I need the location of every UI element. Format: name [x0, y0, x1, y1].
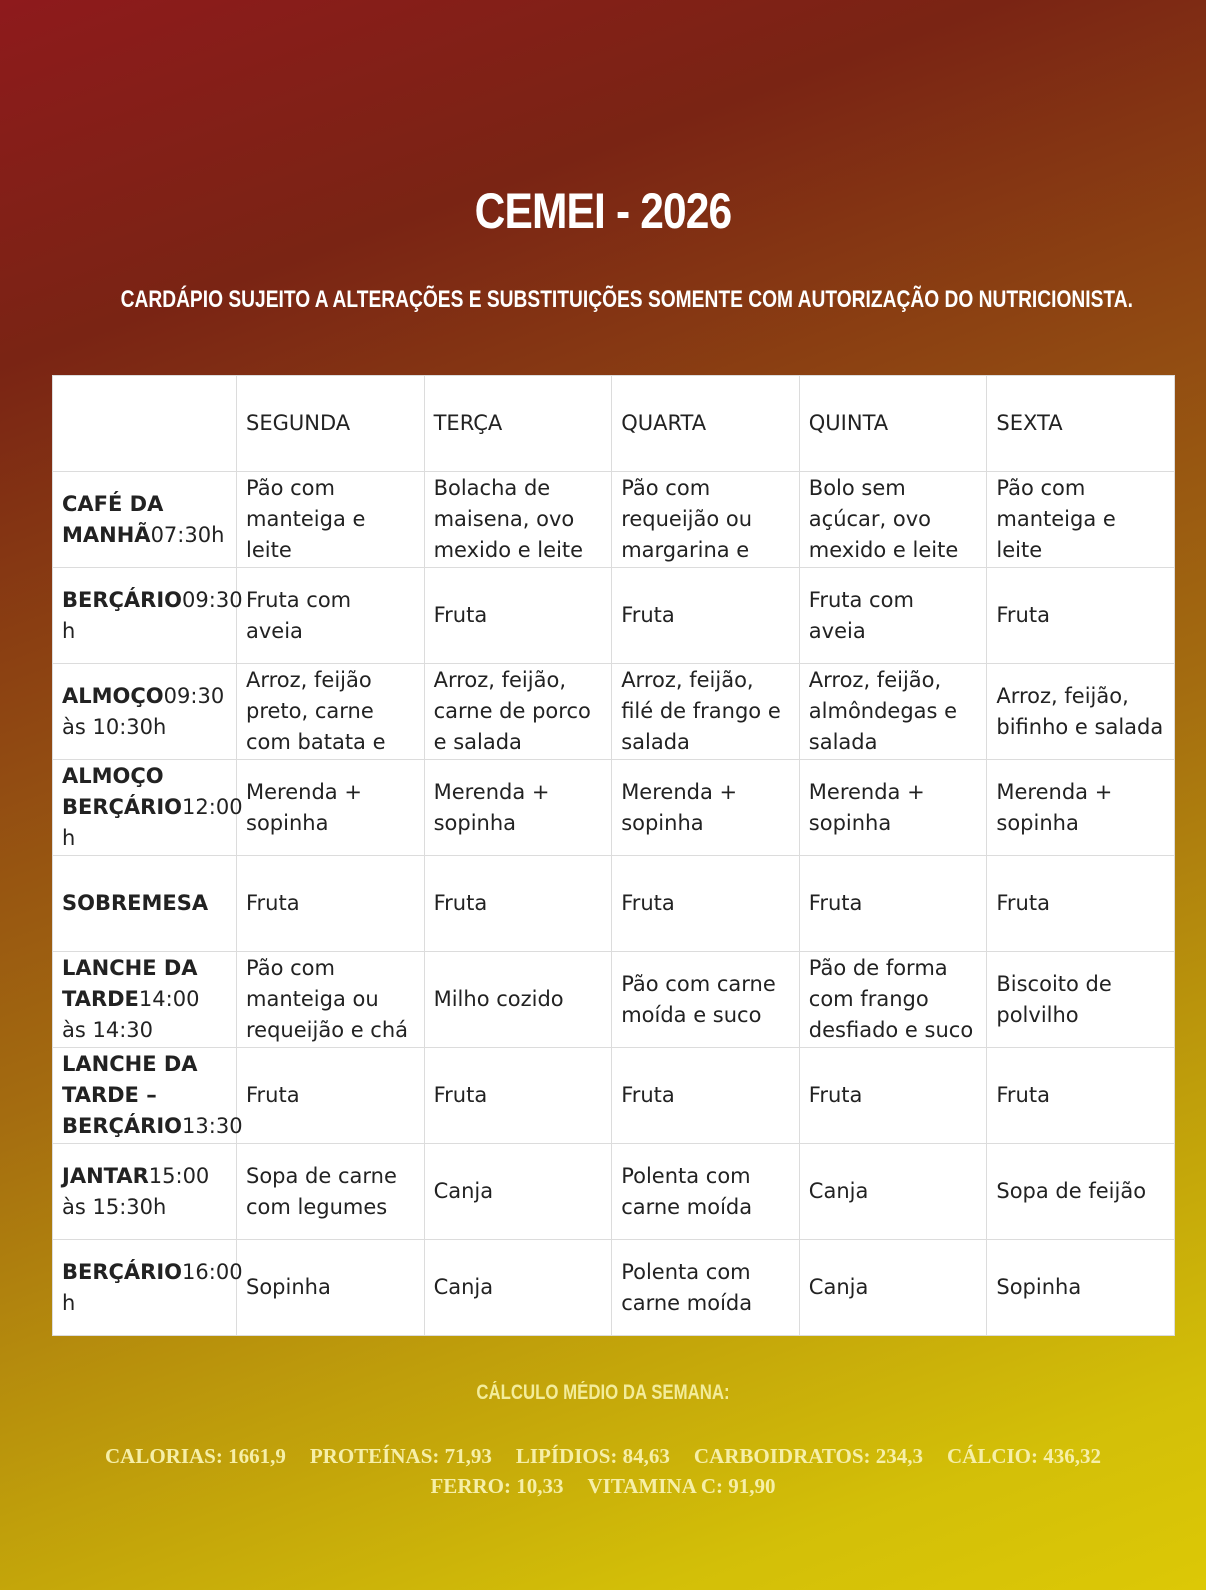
menu-cell — [424, 952, 612, 1048]
menu-cell — [612, 664, 800, 760]
table-row — [53, 1048, 1175, 1144]
menu-cell-text: Fruta — [996, 891, 1050, 915]
menu-cell-text: Merenda + sopinha — [433, 779, 550, 835]
nutrition-values — [0, 1441, 1206, 1501]
menu-cell — [987, 472, 1175, 568]
meal-time: 07:30h — [150, 522, 225, 547]
menu-cell-text: Canja — [433, 1179, 494, 1203]
nutrition-carboidratos: CARBOIDRATOS: 234,3 — [693, 1444, 923, 1468]
menu-cell — [987, 952, 1175, 1048]
menu-cell-text: Milho cozido — [433, 987, 564, 1011]
menu-cell-text: Pão com carne moída e suco — [621, 971, 776, 1027]
menu-cell — [237, 1144, 425, 1240]
day-header: SEXTA — [987, 376, 1175, 472]
menu-cell — [987, 760, 1175, 856]
menu-cell-text: Fruta — [433, 891, 488, 915]
menu-cell — [424, 664, 612, 760]
menu-table — [52, 375, 1175, 1336]
meal-label-cell — [53, 568, 243, 664]
menu-cell — [612, 472, 800, 568]
menu-cell — [424, 760, 612, 856]
meal-label-cell — [53, 760, 243, 856]
table-row — [53, 472, 1175, 568]
day-header: TERÇA — [424, 376, 612, 472]
menu-cell — [424, 1048, 612, 1144]
menu-cell-text: Fruta — [621, 1083, 675, 1107]
nutrition-ferro: FERRO: 10,33 — [430, 1474, 564, 1498]
menu-cell-text: Arroz, feijão, bifinho e salada — [996, 683, 1164, 739]
menu-cell — [612, 952, 800, 1048]
menu-cell — [237, 1048, 425, 1144]
menu-cell — [424, 856, 612, 952]
menu-cell-text: Fruta — [246, 891, 300, 915]
menu-cell — [612, 568, 800, 664]
menu-cell — [799, 1144, 987, 1240]
menu-cell — [237, 760, 425, 856]
menu-cell-text: Fruta — [996, 1083, 1050, 1107]
meal-name: ALMOÇO BERÇÁRIO — [62, 764, 183, 819]
nutrition-lipidios: LIPÍDIOS: 84,63 — [515, 1444, 670, 1468]
meal-label-cell — [53, 1240, 243, 1336]
menu-cell — [799, 1240, 987, 1336]
meal-label-cell — [53, 856, 237, 952]
menu-cell-text: Pão com manteiga e leite — [246, 476, 366, 562]
menu-cell-text: Canja — [808, 1179, 869, 1203]
menu-cell — [237, 952, 425, 1048]
menu-cell — [987, 664, 1175, 760]
menu-cell-text: Merenda + sopinha — [808, 779, 925, 835]
menu-cell — [237, 664, 425, 760]
meal-label-cell — [53, 472, 237, 568]
meal-name: BERÇÁRIO — [62, 1259, 183, 1284]
menu-cell-text: Fruta — [621, 603, 675, 627]
menu-cell — [799, 952, 987, 1048]
meal-time: 12:00 h — [62, 795, 243, 850]
meal-time: 14:00 às 14:30 — [62, 987, 200, 1042]
menu-cell-text: Merenda + sopinha — [246, 779, 362, 835]
menu-cell-text: Pão com manteiga e leite — [996, 476, 1116, 562]
page-title: CEMEI - 2026 — [474, 183, 732, 239]
menu-cell — [424, 1240, 612, 1336]
menu-cell-text: Arroz, feijão, filé de frango e salada — [621, 668, 781, 754]
menu-cell-text: Fruta — [246, 1083, 300, 1107]
nutrition-calcio: CÁLCIO: 436,32 — [947, 1444, 1102, 1468]
menu-cell-text: Arroz, feijão preto, carne com batata e — [246, 668, 386, 754]
menu-cell — [612, 856, 800, 952]
table-row — [53, 1240, 1175, 1336]
menu-cell — [612, 1144, 800, 1240]
menu-cell — [799, 1048, 987, 1144]
menu-cell — [987, 856, 1175, 952]
meal-name: CAFÉ DA MANHÃ — [62, 491, 164, 547]
menu-cell — [799, 856, 987, 952]
meal-label-cell — [53, 1048, 243, 1144]
menu-cell — [987, 568, 1175, 664]
menu-cell-text: Polenta com carne moída — [621, 1163, 753, 1219]
meal-label-cell — [53, 952, 237, 1048]
menu-cell — [987, 1048, 1175, 1144]
menu-cell-text: Polenta com carne moída — [621, 1259, 753, 1315]
menu-cell — [424, 568, 612, 664]
table-row — [53, 1144, 1175, 1240]
menu-cell — [424, 472, 612, 568]
menu-cell-text: Sopa de carne com legumes — [246, 1163, 397, 1219]
day-header: QUARTA — [612, 376, 800, 472]
meal-label-cell — [53, 1144, 237, 1240]
meal-label-cell — [53, 664, 237, 760]
menu-cell — [799, 472, 987, 568]
meal-time: 09:30 h — [62, 587, 243, 643]
menu-cell — [799, 568, 987, 664]
menu-cell-text: Fruta com aveia — [246, 587, 352, 643]
menu-cell-text: Fruta com aveia — [808, 587, 914, 643]
nutrition-proteinas: PROTEÍNAS: 71,93 — [309, 1444, 492, 1468]
day-header: QUINTA — [799, 376, 987, 472]
meal-time: 16:00 h — [62, 1259, 243, 1315]
menu-cell-text: Canja — [433, 1275, 494, 1299]
meal-name: ALMOÇO — [62, 683, 164, 708]
meal-name: LANCHE DA TARDE – BERÇÁRIO — [62, 1052, 198, 1138]
menu-cell-text: Sopa de feijão — [996, 1179, 1147, 1203]
table-row — [53, 664, 1175, 760]
menu-cell-text: Fruta — [621, 891, 675, 915]
menu-cell-text: Arroz, feijão, almôndegas e salada — [808, 668, 958, 754]
menu-cell-text: Fruta — [433, 603, 488, 627]
menu-cell — [987, 1144, 1175, 1240]
meal-name: LANCHE DA TARDE — [62, 956, 198, 1011]
menu-cell-text: Bolacha de maisena, ovo mexido e leite — [433, 476, 584, 562]
meal-name: SOBREMESA — [62, 891, 209, 915]
menu-cell — [237, 568, 425, 664]
menu-cell-text: Pão de forma com frango desfiado e suco — [808, 956, 974, 1042]
table-row — [53, 856, 1175, 952]
meal-time: 13:30 — [182, 1114, 243, 1138]
meal-time: 09:30 às 10:30h — [62, 683, 225, 739]
menu-cell-text: Fruta — [996, 603, 1050, 627]
menu-cell — [799, 664, 987, 760]
table-row — [53, 568, 1175, 664]
menu-cell-text: Merenda + sopinha — [996, 779, 1113, 835]
menu-cell-text: Pão com requeijão ou margarina e — [621, 476, 753, 562]
menu-cell — [237, 856, 425, 952]
menu-cell-text: Sopinha — [246, 1275, 331, 1299]
menu-cell-text: Sopinha — [996, 1275, 1082, 1299]
table-header-row — [53, 376, 1175, 472]
table-row — [53, 952, 1175, 1048]
menu-cell-text: Biscoito de polvilho — [996, 971, 1112, 1027]
menu-cell — [424, 1144, 612, 1240]
menu-cell-text: Fruta — [808, 891, 863, 915]
table-row — [53, 760, 1175, 856]
meal-name: JANTAR — [62, 1163, 149, 1188]
page-subtitle: CARDÁPIO SUJEITO A ALTERAÇÕES E SUBSTITUIÇÕES SOMENTE COM AUTORIZAÇÃO DO NUTRICIONISTA. — [120, 286, 1133, 313]
menu-cell-text: Fruta — [808, 1083, 863, 1107]
nutrition-calorias: CALORIAS: 1661,9 — [104, 1444, 286, 1468]
menu-cell — [987, 1240, 1175, 1336]
day-header: SEGUNDA — [237, 376, 425, 472]
menu-cell-text: Merenda + sopinha — [621, 779, 738, 835]
menu-cell — [612, 1240, 800, 1336]
menu-cell-text: Fruta — [433, 1083, 488, 1107]
menu-cell-text: Arroz, feijão, carne de porco e salada — [433, 668, 591, 754]
menu-cell-text: Bolo sem açúcar, ovo mexido e leite — [808, 476, 959, 562]
nutrition-title: CÁLCULO MÉDIO DA SEMANA: — [476, 1381, 730, 1404]
menu-cell-text: Pão com manteiga ou requeijão e chá — [246, 956, 409, 1042]
menu-cell — [237, 472, 425, 568]
menu-cell — [237, 1240, 425, 1336]
meal-time: 15:00 às 15:30h — [62, 1163, 210, 1219]
menu-cell — [799, 760, 987, 856]
nutrition-vitamina-c: VITAMINA C: 91,90 — [587, 1474, 776, 1498]
table-corner-cell — [53, 376, 237, 472]
meal-name: BERÇÁRIO — [62, 587, 183, 612]
menu-cell — [612, 1048, 800, 1144]
menu-cell-text: Canja — [808, 1275, 869, 1299]
menu-cell — [612, 760, 800, 856]
